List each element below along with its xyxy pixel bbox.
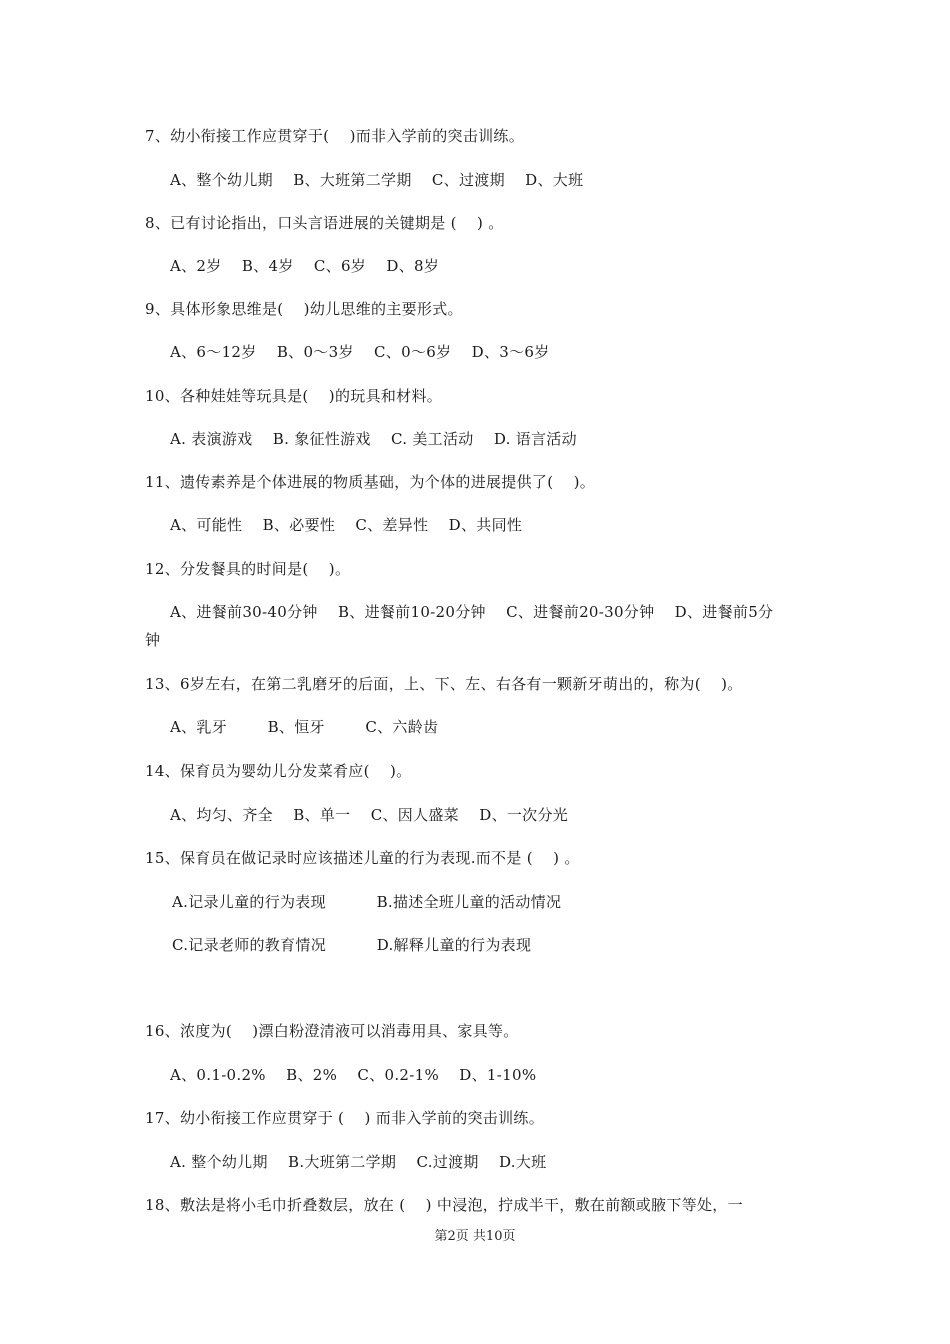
- options-12-continued: 钟: [145, 631, 161, 649]
- options-12: A、进餐前30-40分钟 B、进餐前10-20分钟 C、进餐前20-30分钟 D、进餐前5分: [170, 603, 774, 621]
- options-15-row-1: A.记录儿童的行为表现 B.描述全班儿童的活动情况: [172, 893, 562, 911]
- options-10: A. 表演游戏 B. 象征性游戏 C. 美工活动 D. 语言活动: [170, 430, 577, 448]
- options-7: A、整个幼儿期 B、大班第二学期 C、过渡期 D、大班: [170, 171, 584, 189]
- options-16: A、0.1-0.2% B、2% C、0.2-1% D、1-10%: [170, 1066, 537, 1084]
- question-10: 10、各种娃娃等玩具是( )的玩具和材料。: [145, 387, 443, 405]
- options-14: A、均匀、齐全 B、单一 C、因人盛菜 D、一次分光: [170, 806, 569, 824]
- question-15: 15、保育员在做记录时应该描述儿童的行为表现.而不是 ( ) 。: [145, 849, 580, 867]
- options-11: A、可能性 B、必要性 C、差异性 D、共同性: [170, 516, 523, 534]
- question-7: 7、幼小衔接工作应贯穿于( )而非入学前的突击训练。: [145, 127, 525, 145]
- question-8: 8、已有讨论指出，口头言语进展的关键期是 ( ) 。: [145, 214, 504, 232]
- question-13: 13、6岁左右，在第二乳磨牙的后面，上、下、左、右各有一颗新牙萌出的，称为( )。: [145, 675, 743, 693]
- question-14: 14、保育员为婴幼儿分发菜肴应( )。: [145, 762, 412, 780]
- options-17: A. 整个幼儿期 B.大班第二学期 C.过渡期 D.大班: [170, 1153, 547, 1171]
- options-13: A、乳牙 B、恒牙 C、六龄齿: [170, 718, 439, 736]
- question-16: 16、浓度为( )漂白粉澄清液可以消毒用具、家具等。: [145, 1022, 519, 1040]
- options-15-row-2: C.记录老师的教育情况 D.解释儿童的行为表现: [172, 936, 532, 954]
- question-17: 17、幼小衔接工作应贯穿于 ( ) 而非入学前的突击训练。: [145, 1109, 545, 1127]
- question-11: 11、遗传素养是个体进展的物质基础，为个体的进展提供了( )。: [145, 473, 596, 491]
- question-12: 12、分发餐具的时间是( )。: [145, 560, 351, 578]
- options-8: A、2岁 B、4岁 C、6岁 D、8岁: [170, 257, 440, 275]
- options-9: A、6～12岁 B、0～3岁 C、0～6岁 D、3～6岁: [170, 343, 550, 361]
- question-18: 18、敷法是将小毛巾折叠数层，放在 ( ) 中浸泡，拧成半干，敷在前额或腋下等处，一: [145, 1196, 743, 1214]
- question-9: 9、具体形象思维是( )幼儿思维的主要形式。: [145, 300, 463, 318]
- page-footer: 第2页 共10页: [434, 1229, 516, 1244]
